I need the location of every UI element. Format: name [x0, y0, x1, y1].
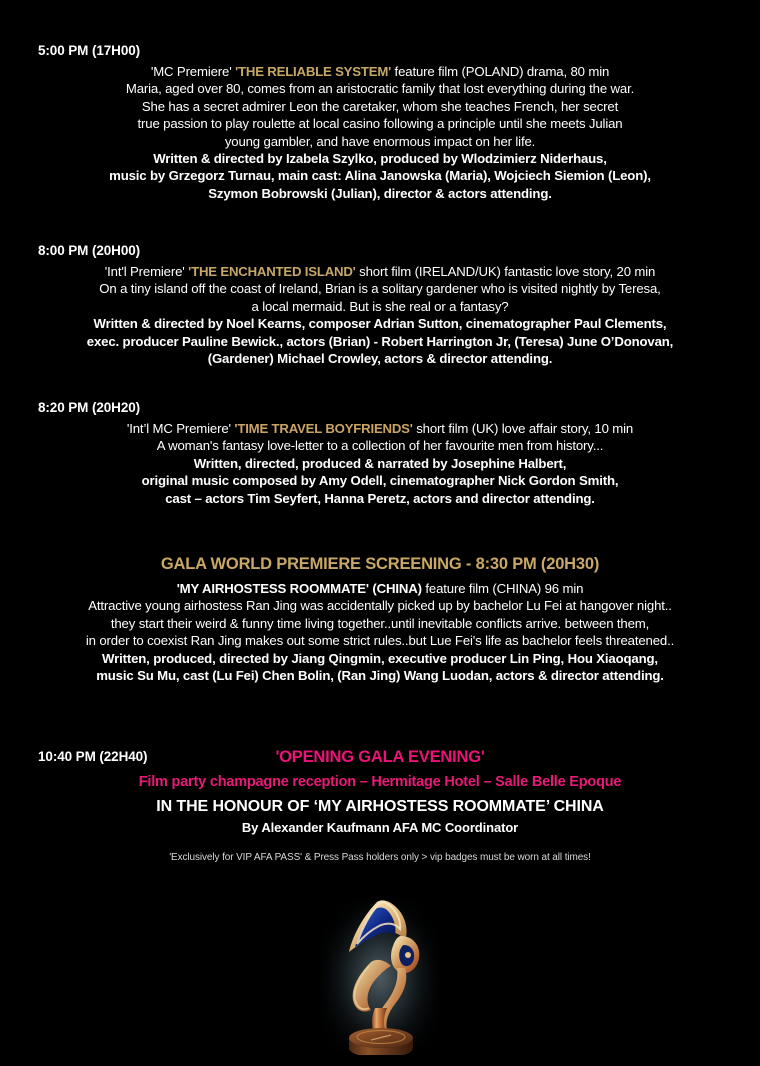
- party-footnote: 'Exclusively for VIP AFA PASS' & Press Pass holders only > vip badges must be worn at all times!: [169, 852, 591, 863]
- screening-time-3: 8:20 PM (20H20): [38, 400, 141, 415]
- statuette-icon: [305, 890, 455, 1055]
- credits-line: Szymon Bobrowski (Julian), director & actors attending.: [208, 185, 552, 201]
- screening-details-3: [0, 420, 760, 507]
- credits-line: Written & directed by Izabela Szylko, produced by Wlodzimierz Niderhaus,: [153, 151, 607, 167]
- party-venue-line: Film party champagne reception – Hermitage Hotel – Salle Belle Epoque: [138, 774, 622, 790]
- film-meta-2: short film (IRELAND/UK) fantastic love story, 20 min: [355, 264, 656, 279]
- premiere-label-3: 'Int’l MC Premiere': [126, 421, 235, 436]
- party-block: [0, 748, 760, 865]
- synopsis-line: in order to coexist Ran Jing makes out some strict rules..but Lue Fei's life as bachelor feels threatened..: [85, 633, 675, 649]
- party-headline-wrap: [0, 748, 760, 767]
- credits-line: Written & directed by Noel Kearns, composer Adrian Sutton, cinematographer Paul Clements,: [93, 316, 667, 332]
- film-title-1: 'THE RELIABLE SYSTEM': [235, 64, 392, 79]
- gala-heading: GALA WORLD PREMIERE SCREENING - 8:30 PM (20H30): [160, 555, 600, 573]
- screening-title-line-1: [28, 63, 732, 80]
- screening-block-2: [0, 242, 760, 367]
- credits-line: Written, directed, produced & narrated by Josephine Halbert,: [193, 455, 567, 471]
- party-headline: 'OPENING GALA EVENING': [275, 748, 485, 766]
- synopsis-line: young gambler, and have enormous impact on her life.: [224, 133, 536, 149]
- synopsis-line: a local mermaid. But is she real or a fantasy?: [251, 298, 509, 314]
- film-meta-1: feature film (POLAND) drama, 80 min: [391, 64, 610, 79]
- credits-line: cast – actors Tim Seyfert, Hanna Peretz, actors and director attending.: [165, 490, 595, 506]
- synopsis-line: they start their weird & funny time living together..until inevitable conflicts arrive. between them,: [110, 615, 650, 631]
- premiere-label-1: 'MC Premiere': [150, 64, 232, 79]
- synopsis-line: true passion to play roulette at local casino following a principle until she meets Julian: [137, 116, 623, 132]
- gala-film-title: 'MY AIRHOSTESS ROOMMATE' (CHINA): [176, 581, 422, 596]
- credits-line: exec. producer Pauline Bewick., actors (Brian) - Robert Harrington Jr, (Teresa) June O’Donovan,: [86, 333, 674, 349]
- screening-block-1: [0, 42, 760, 202]
- synopsis-line: Maria, aged over 80, comes from an aristocratic family that lost everything during the war.: [125, 81, 635, 97]
- credits-line: original music composed by Amy Odell, cinematographer Nick Gordon Smith,: [141, 473, 619, 489]
- screening-time-2: 8:00 PM (20H00): [38, 243, 141, 258]
- screening-block-3: [0, 399, 760, 507]
- gala-title-line: [28, 580, 732, 597]
- screening-title-line-2: [28, 263, 732, 280]
- synopsis-line: Attractive young airhostess Ran Jing was accidentally picked up by bachelor Lu Fei at hangover night..: [88, 598, 672, 614]
- synopsis-line: A woman's fantasy love-letter to a collection of her favourite men from history...: [156, 438, 604, 454]
- screening-time-1: 5:00 PM (17H00): [38, 43, 141, 58]
- synopsis-line: On a tiny island off the coast of Ireland, Brian is a solitary gardener who is visited nightly by Teresa,: [99, 281, 661, 297]
- gala-details: [0, 580, 760, 684]
- synopsis-line: She has a secret admirer Leon the caretaker, whom she teaches French, her secret: [141, 98, 619, 114]
- screening-details-2: [0, 263, 760, 367]
- credits-line: Written, produced, directed by Jiang Qingmin, executive producer Lin Ping, Hou Xiaoqang,: [102, 650, 658, 666]
- film-meta-3: short film (UK) love affair story, 10 min: [412, 421, 634, 436]
- party-headline-row: [0, 748, 760, 768]
- gala-film-meta: feature film (CHINA) 96 min: [421, 581, 584, 596]
- credits-line: (Gardener) Michael Crowley, actors & director attending.: [207, 351, 553, 367]
- statuette-eye: [405, 952, 411, 958]
- credits-line: music by Grzegorz Turnau, main cast: Alina Janowska (Maria), Wojciech Siemion (Leon),: [109, 168, 651, 184]
- screening-title-line-3: [28, 420, 732, 437]
- gala-block: [0, 553, 760, 684]
- award-statuette: [305, 890, 455, 1055]
- screening-details-1: [0, 63, 760, 202]
- film-title-3: 'TIME TRAVEL BOYFRIENDS': [234, 421, 413, 436]
- party-time: 10:40 PM (22H40): [38, 749, 148, 764]
- party-byline: By Alexander Kaufmann AFA MC Coordinator: [241, 820, 519, 835]
- credits-line: music Su Mu, cast (Lu Fei) Chen Bolin, (Ran Jing) Wang Luodan, actors & director attending.: [96, 668, 664, 684]
- party-honour-line: IN THE HONOUR OF ‘MY AIRHOSTESS ROOMMATE’ CHINA: [156, 798, 604, 815]
- premiere-label-2: 'Int'l Premiere': [104, 264, 185, 279]
- film-title-2: 'THE ENCHANTED ISLAND': [188, 264, 356, 279]
